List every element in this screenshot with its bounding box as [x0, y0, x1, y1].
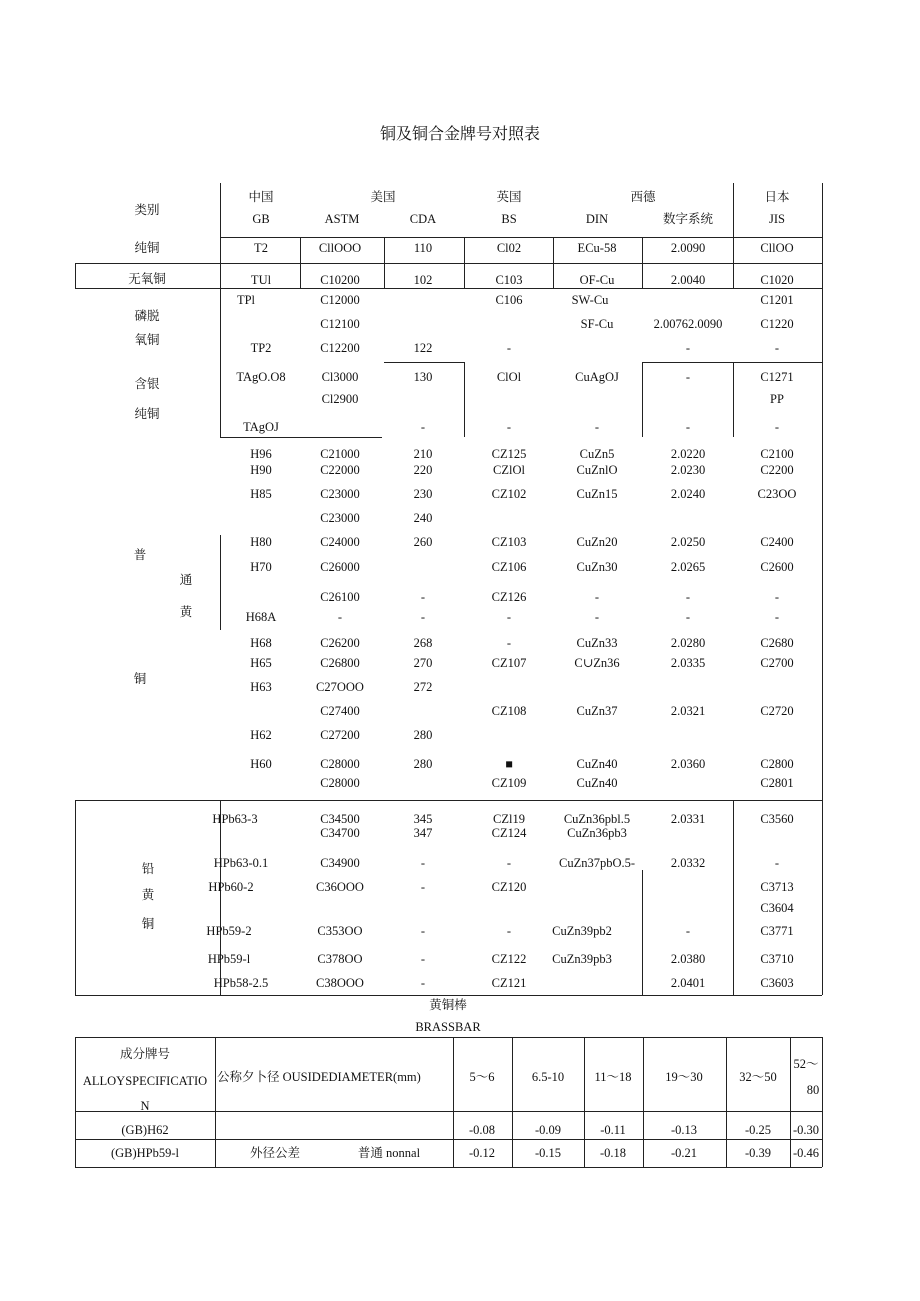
table-cell: -: [685, 420, 691, 434]
table-cell: CuZn5: [579, 447, 615, 461]
header-japan: 日本: [764, 190, 790, 204]
table-cell: H63: [250, 680, 272, 694]
table-cell: TP2: [250, 341, 272, 355]
table-cell: 2.0380: [670, 952, 706, 966]
table-cell: -: [506, 420, 512, 434]
table-cell: -: [685, 924, 691, 938]
table-cell: 347: [413, 826, 433, 840]
table-cell: -: [594, 420, 600, 434]
bar-tolerance-value: -0.12: [468, 1146, 496, 1160]
table-cell: 130: [413, 370, 433, 384]
table-cell: C23000: [320, 511, 360, 525]
table-cell: CuZn20: [576, 535, 618, 549]
table-cell: C28000: [320, 757, 360, 771]
table-cell: C378OO: [317, 952, 363, 966]
table-cell: H80: [250, 535, 272, 549]
table-cell: C26000: [320, 560, 360, 574]
table-cell: -: [774, 856, 780, 870]
bar-diameter-label: 公称夕卜径 OUSIDEDIAMETER(mm): [217, 1070, 421, 1084]
category-silver: 含银: [134, 377, 160, 391]
table-cell: -: [420, 856, 426, 870]
table-cell: C26100: [320, 590, 360, 604]
table-cell: 272: [413, 680, 433, 694]
table-cell: 2.0331: [670, 812, 706, 826]
table-cell: CZ124: [491, 826, 527, 840]
table-cell: 345: [413, 812, 433, 826]
table-cell: C3710: [760, 952, 794, 966]
bar-normal: 普通 nonnal: [357, 1146, 421, 1160]
table-cell: C21000: [320, 447, 360, 461]
bar-title-en: BRASSBAR: [415, 1020, 481, 1034]
header-gb: GB: [252, 212, 270, 226]
bar-head-en: ALLOYSPECIFICATIO: [82, 1074, 208, 1088]
table-cell: C2200: [760, 463, 794, 477]
table-cell: -: [506, 610, 512, 624]
table-cell: CZ102: [491, 487, 527, 501]
table-cell: C106: [495, 293, 523, 307]
table-cell: CuZn40: [576, 757, 618, 771]
table-cell: CuZn40: [576, 776, 618, 790]
table-cell: CuZn15: [576, 487, 618, 501]
table-cell: CZl19: [493, 812, 525, 826]
table-cell: -: [420, 880, 426, 894]
table-cell: 2.0332: [670, 856, 706, 870]
table-cell: H85: [250, 487, 272, 501]
bar-range: 5～6: [469, 1070, 495, 1084]
category-oxygen-free: 无氧铜: [128, 272, 166, 286]
table-cell: C26200: [320, 636, 360, 650]
table-cell: SF-Cu: [580, 317, 614, 331]
table-cell: -: [774, 341, 780, 355]
table-cell: CZ122: [491, 952, 527, 966]
header-din: DIN: [585, 212, 609, 226]
category-lead-brass: 铜: [141, 917, 155, 931]
bar-tolerance-value: -0.30: [792, 1123, 820, 1137]
table-cell: C2700: [760, 656, 794, 670]
table-cell: C27200: [320, 728, 360, 742]
table-cell: CZ121: [491, 976, 527, 990]
table-cell: ■: [505, 757, 513, 771]
table-cell: H68A: [245, 610, 277, 624]
header-uk: 英国: [496, 190, 522, 204]
table-cell: C3560: [760, 812, 794, 826]
table-cell: 2.0280: [670, 636, 706, 650]
table-cell: C27OOO: [316, 680, 364, 694]
table-cell: C1201: [760, 293, 794, 307]
table-cell: Cl3000: [321, 370, 359, 384]
table-cell: H62: [250, 728, 272, 742]
category-brass: 铜: [133, 672, 147, 686]
table-cell: CuZnlO: [576, 463, 618, 477]
table-cell: 230: [413, 487, 433, 501]
table-cell: -: [685, 590, 691, 604]
bar-tolerance-value: -0.39: [744, 1146, 772, 1160]
table-cell: CZ108: [491, 704, 527, 718]
bar-tolerance-value: -0.46: [792, 1146, 820, 1160]
table-cell: -: [685, 610, 691, 624]
table-cell: -: [420, 976, 426, 990]
table-cell: C36OOO: [316, 880, 364, 894]
table-cell: C3604: [760, 901, 794, 915]
table-cell: C1020: [760, 273, 794, 287]
bar-head-en: N: [140, 1099, 150, 1113]
table-cell: CZ106: [491, 560, 527, 574]
table-cell: C34500: [320, 812, 360, 826]
table-cell: CuAgOJ: [575, 370, 619, 384]
table-cell: 280: [413, 728, 433, 742]
table-cell: -: [420, 952, 426, 966]
table-cell: C2600: [760, 560, 794, 574]
table-cell: HPb59-l: [207, 952, 251, 966]
bar-range: 19～30: [665, 1070, 703, 1084]
table-cell: -: [594, 590, 600, 604]
table-cell: 2.0040: [670, 273, 706, 287]
table-cell: OF-Cu: [579, 273, 615, 287]
table-cell: C2100: [760, 447, 794, 461]
table-cell: 122: [413, 341, 433, 355]
table-cell: 2.0360: [670, 757, 706, 771]
table-cell: 2.0090: [670, 241, 706, 255]
table-cell: CuZn39pb2: [552, 924, 612, 938]
table-cell: -: [506, 856, 512, 870]
category-phos: 氧铜: [134, 333, 160, 347]
page-title: 铜及铜合金牌号对照表: [379, 124, 540, 143]
table-cell: -: [506, 341, 512, 355]
table-cell: C23000: [320, 487, 360, 501]
table-cell: -: [774, 610, 780, 624]
table-cell: C2680: [760, 636, 794, 650]
table-cell: CuZn36pbl.5: [563, 812, 631, 826]
table-cell: C∪Zn36: [574, 656, 620, 670]
header-astm: ASTM: [324, 212, 360, 226]
table-cell: -: [420, 590, 426, 604]
table-cell: Cl2900: [321, 392, 359, 406]
header-numeric: 数字系统: [662, 212, 714, 226]
table-cell: HPb59-2: [206, 924, 252, 938]
bar-range: 52～: [793, 1057, 819, 1071]
table-cell: SW-Cu: [571, 293, 609, 307]
table-cell: C1271: [760, 370, 794, 384]
header-china: 中国: [248, 190, 274, 204]
table-cell: 210: [413, 447, 433, 461]
table-cell: -: [506, 636, 512, 650]
table-cell: H65: [250, 656, 272, 670]
table-cell: H70: [250, 560, 272, 574]
category-brass: 黄: [179, 605, 193, 619]
table-cell: CZlOl: [493, 463, 525, 477]
table-cell: C2400: [760, 535, 794, 549]
table-cell: C3713: [760, 880, 794, 894]
bar-range: 32～50: [739, 1070, 777, 1084]
table-cell: C3771: [760, 924, 794, 938]
table-cell: 2.0401: [670, 976, 706, 990]
table-cell: C34700: [320, 826, 360, 840]
table-cell: -: [420, 924, 426, 938]
table-cell: -: [506, 924, 512, 938]
table-cell: CuZn37pbO.5-: [558, 856, 636, 870]
header-category: 类别: [134, 203, 160, 217]
table-cell: H68: [250, 636, 272, 650]
table-cell: C2800: [760, 757, 794, 771]
table-cell: 280: [413, 757, 433, 771]
bar-tolerance: 外径公差: [249, 1146, 301, 1160]
category-brass: 通: [179, 573, 193, 587]
table-cell: C353OO: [317, 924, 363, 938]
table-cell: CllOOO: [318, 241, 362, 255]
table-cell: C1220: [760, 317, 794, 331]
table-cell: PP: [770, 392, 784, 406]
table-cell: Cl02: [496, 241, 522, 255]
table-cell: H90: [250, 463, 272, 477]
table-cell: H60: [250, 757, 272, 771]
table-cell: CuZn30: [576, 560, 618, 574]
table-cell: TAgOJ: [243, 420, 279, 434]
category-lead-brass: 铅: [141, 862, 155, 876]
table-cell: TAgO.O8: [236, 370, 286, 384]
table-cell: H96: [250, 447, 272, 461]
bar-tolerance-value: -0.25: [744, 1123, 772, 1137]
table-cell: CZ103: [491, 535, 527, 549]
bar-tolerance-value: -0.11: [600, 1123, 626, 1137]
bar-tolerance-value: -0.08: [468, 1123, 496, 1137]
table-cell: -: [420, 610, 426, 624]
table-cell: C12000: [320, 293, 360, 307]
table-cell: CZ120: [491, 880, 527, 894]
header-germany: 西德: [630, 190, 656, 204]
table-cell: 2.00762.0090: [653, 317, 723, 331]
table-cell: CZ126: [491, 590, 527, 604]
table-cell: C10200: [320, 273, 360, 287]
table-cell: HPb63-0.1: [213, 856, 269, 870]
table-cell: C26800: [320, 656, 360, 670]
table-cell: CuZn36pb3: [567, 826, 627, 840]
table-cell: 110: [413, 241, 433, 255]
table-cell: ECu-58: [577, 241, 617, 255]
table-cell: C2720: [760, 704, 794, 718]
table-cell: CllOO: [760, 241, 794, 255]
category-pure: 纯铜: [134, 241, 160, 255]
table-cell: C38OOO: [316, 976, 364, 990]
table-cell: -: [685, 341, 691, 355]
table-cell: 2.0321: [670, 704, 706, 718]
bar-tolerance-value: -0.15: [534, 1146, 562, 1160]
table-cell: ClOl: [496, 370, 522, 384]
table-cell: 2.0230: [670, 463, 706, 477]
table-cell: 270: [413, 656, 433, 670]
bar-tolerance-value: -0.13: [670, 1123, 698, 1137]
bar-tolerance-value: -0.09: [534, 1123, 562, 1137]
table-cell: -: [685, 370, 691, 384]
table-cell: C23OO: [757, 487, 797, 501]
table-cell: -: [337, 610, 343, 624]
table-cell: -: [774, 590, 780, 604]
bar-alloy: (GB)HPb59-l: [110, 1146, 180, 1160]
category-lead-brass: 黄: [141, 888, 155, 902]
table-cell: TUl: [250, 273, 272, 287]
header-usa: 美国: [370, 190, 396, 204]
header-bs: BS: [501, 212, 517, 226]
table-cell: C28000: [320, 776, 360, 790]
category-phos: 磷脱: [134, 309, 160, 323]
table-cell: TPl: [236, 293, 256, 307]
table-cell: C22000: [320, 463, 360, 477]
table-cell: 268: [413, 636, 433, 650]
bar-range: 11～18: [594, 1070, 632, 1084]
table-cell: CuZn33: [576, 636, 618, 650]
category-silver: 纯铜: [134, 407, 160, 421]
table-cell: CuZn39pb3: [552, 952, 612, 966]
table-cell: CZ109: [491, 776, 527, 790]
bar-range: 6.5-10: [531, 1070, 565, 1084]
table-cell: CuZn37: [576, 704, 618, 718]
header-cda: CDA: [409, 212, 437, 226]
table-cell: -: [594, 610, 600, 624]
table-cell: T2: [254, 241, 268, 255]
table-cell: C2801: [760, 776, 794, 790]
bar-head-cn: 成分牌号: [119, 1047, 171, 1061]
table-cell: C12100: [320, 317, 360, 331]
table-cell: CZ125: [491, 447, 527, 461]
table-cell: C12200: [320, 341, 360, 355]
table-cell: 2.0250: [670, 535, 706, 549]
category-brass: 普: [133, 548, 147, 562]
bar-title-cn: 黄铜棒: [429, 998, 467, 1012]
table-cell: 220: [413, 463, 433, 477]
bar-tolerance-value: -0.21: [670, 1146, 698, 1160]
table-cell: -: [420, 420, 426, 434]
table-cell: 260: [413, 535, 433, 549]
table-cell: 2.0220: [670, 447, 706, 461]
table-cell: CZ107: [491, 656, 527, 670]
table-cell: 102: [413, 273, 433, 287]
bar-alloy: (GB)H62: [121, 1123, 169, 1137]
table-cell: HPb58-2.5: [213, 976, 269, 990]
bar-range: 80: [806, 1083, 820, 1097]
table-cell: C27400: [320, 704, 360, 718]
table-cell: 240: [413, 511, 433, 525]
table-cell: C103: [495, 273, 523, 287]
table-cell: -: [774, 420, 780, 434]
table-cell: C3603: [760, 976, 794, 990]
table-cell: HPb60-2: [208, 880, 254, 894]
table-cell: HPb63-3: [212, 812, 258, 826]
table-cell: 2.0265: [670, 560, 706, 574]
table-cell: 2.0335: [670, 656, 706, 670]
table-cell: 2.0240: [670, 487, 706, 501]
bar-tolerance-value: -0.18: [599, 1146, 627, 1160]
header-jis: JIS: [769, 212, 785, 226]
table-cell: C24000: [320, 535, 360, 549]
table-cell: C34900: [320, 856, 360, 870]
